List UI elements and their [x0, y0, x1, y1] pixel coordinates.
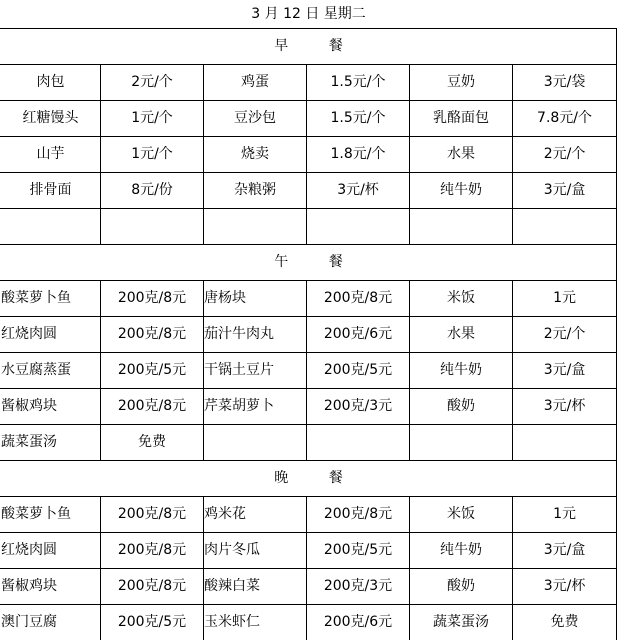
breakfast-item-cell: 烧卖	[204, 137, 307, 173]
dinner-price-cell: 3元/杯	[513, 569, 617, 605]
dinner-item-cell: 蔬菜蛋汤	[410, 605, 513, 641]
lunch-price-cell: 2元/个	[513, 317, 617, 353]
lunch-item-cell: 水果	[410, 317, 513, 353]
breakfast-price-cell: 7.8元/个	[513, 101, 617, 137]
lunch-heading-row	[1, 245, 617, 281]
lunch-price-cell: 3元/杯	[513, 389, 617, 425]
dinner-row	[1, 533, 617, 569]
breakfast-price-cell: 1元/个	[101, 101, 204, 137]
breakfast-item-cell	[410, 209, 513, 245]
dinner-row	[1, 497, 617, 533]
lunch-item-cell: 米饭	[410, 281, 513, 317]
date-title-row	[1, 0, 617, 29]
breakfast-price-cell: 1元/个	[101, 137, 204, 173]
lunch-row	[1, 281, 617, 317]
breakfast-price-cell	[513, 209, 617, 245]
breakfast-item-cell: 纯牛奶	[410, 173, 513, 209]
lunch-item-cell: 芹菜胡萝卜	[204, 389, 307, 425]
lunch-price-cell	[513, 425, 617, 461]
breakfast-item-cell: 杂粮粥	[204, 173, 307, 209]
lunch-price-cell: 200克/8元	[307, 281, 410, 317]
breakfast-heading-text: 早 餐	[274, 38, 361, 54]
lunch-price-cell: 3元/盒	[513, 353, 617, 389]
breakfast-heading	[1, 29, 617, 65]
lunch-price-cell	[307, 425, 410, 461]
lunch-item-cell: 纯牛奶	[410, 353, 513, 389]
lunch-row	[1, 317, 617, 353]
breakfast-item-cell: 排骨面	[1, 173, 101, 209]
breakfast-item-cell: 乳酪面包	[410, 101, 513, 137]
lunch-item-cell: 茄汁牛肉丸	[204, 317, 307, 353]
dinner-item-cell: 纯牛奶	[410, 533, 513, 569]
lunch-item-cell	[204, 425, 307, 461]
lunch-item-cell	[410, 425, 513, 461]
dinner-item-cell: 酸菜萝卜鱼	[1, 497, 101, 533]
breakfast-item-cell	[1, 209, 101, 245]
menu-body	[1, 0, 617, 640]
dinner-heading	[1, 461, 617, 497]
lunch-row	[1, 425, 617, 461]
lunch-price-cell: 200克/8元	[101, 281, 204, 317]
dinner-item-cell: 酱椒鸡块	[1, 569, 101, 605]
breakfast-item-cell: 山芋	[1, 137, 101, 173]
dinner-item-cell: 酸辣白菜	[204, 569, 307, 605]
dinner-price-cell: 200克/5元	[307, 533, 410, 569]
breakfast-heading-row	[1, 29, 617, 65]
lunch-price-cell: 200克/8元	[101, 317, 204, 353]
dinner-price-cell: 200克/8元	[307, 497, 410, 533]
dinner-item-cell: 鸡米花	[204, 497, 307, 533]
breakfast-price-cell	[307, 209, 410, 245]
breakfast-item-cell: 红糖馒头	[1, 101, 101, 137]
lunch-item-cell: 酸菜萝卜鱼	[1, 281, 101, 317]
breakfast-item-cell	[204, 209, 307, 245]
dinner-price-cell: 200克/6元	[307, 605, 410, 641]
date-title: 3 月 12 日 星期二	[1, 0, 617, 29]
breakfast-row	[1, 101, 617, 137]
breakfast-item-cell: 鸡蛋	[204, 65, 307, 101]
lunch-price-cell: 200克/5元	[307, 353, 410, 389]
lunch-item-cell: 唐杨块	[204, 281, 307, 317]
dinner-item-cell: 酸奶	[410, 569, 513, 605]
dinner-price-cell: 200克/3元	[307, 569, 410, 605]
dinner-item-cell: 玉米虾仁	[204, 605, 307, 641]
dinner-heading-row	[1, 461, 617, 497]
breakfast-price-cell: 1.5元/个	[307, 65, 410, 101]
lunch-heading-text: 午 餐	[274, 254, 361, 270]
dinner-price-cell: 200克/5元	[101, 605, 204, 641]
breakfast-item-cell: 水果	[410, 137, 513, 173]
lunch-price-cell: 200克/5元	[101, 353, 204, 389]
breakfast-price-cell: 3元/袋	[513, 65, 617, 101]
dinner-item-cell: 红烧肉圆	[1, 533, 101, 569]
dinner-price-cell: 免费	[513, 605, 617, 641]
dinner-row	[1, 605, 617, 641]
breakfast-price-cell: 3元/杯	[307, 173, 410, 209]
dinner-item-cell: 澳门豆腐	[1, 605, 101, 641]
lunch-item-cell: 水豆腐蒸蛋	[1, 353, 101, 389]
dinner-heading-text: 晚 餐	[274, 470, 361, 486]
breakfast-price-cell: 3元/盒	[513, 173, 617, 209]
dinner-item-cell: 米饭	[410, 497, 513, 533]
lunch-price-cell: 200克/8元	[101, 389, 204, 425]
breakfast-price-cell: 2元/个	[513, 137, 617, 173]
breakfast-row	[1, 173, 617, 209]
lunch-price-cell: 免费	[101, 425, 204, 461]
breakfast-row	[1, 65, 617, 101]
lunch-item-cell: 红烧肉圆	[1, 317, 101, 353]
lunch-price-cell: 200克/3元	[307, 389, 410, 425]
dinner-price-cell: 1元	[513, 497, 617, 533]
breakfast-row	[1, 137, 617, 173]
lunch-price-cell: 200克/6元	[307, 317, 410, 353]
breakfast-price-cell: 8元/份	[101, 173, 204, 209]
dinner-price-cell: 200克/8元	[101, 569, 204, 605]
breakfast-item-cell: 豆奶	[410, 65, 513, 101]
dinner-row	[1, 569, 617, 605]
breakfast-item-cell: 肉包	[1, 65, 101, 101]
lunch-row	[1, 389, 617, 425]
dinner-price-cell: 3元/盒	[513, 533, 617, 569]
dinner-item-cell: 肉片冬瓜	[204, 533, 307, 569]
lunch-item-cell: 干锅土豆片	[204, 353, 307, 389]
dinner-price-cell: 200克/8元	[101, 497, 204, 533]
lunch-item-cell: 酱椒鸡块	[1, 389, 101, 425]
lunch-heading	[1, 245, 617, 281]
breakfast-item-cell: 豆沙包	[204, 101, 307, 137]
lunch-item-cell: 蔬菜蛋汤	[1, 425, 101, 461]
lunch-item-cell: 酸奶	[410, 389, 513, 425]
breakfast-row	[1, 209, 617, 245]
breakfast-price-cell: 1.5元/个	[307, 101, 410, 137]
lunch-price-cell: 1元	[513, 281, 617, 317]
breakfast-price-cell: 1.8元/个	[307, 137, 410, 173]
dinner-price-cell: 200克/8元	[101, 533, 204, 569]
breakfast-price-cell	[101, 209, 204, 245]
lunch-row	[1, 353, 617, 389]
breakfast-price-cell: 2元/个	[101, 65, 204, 101]
